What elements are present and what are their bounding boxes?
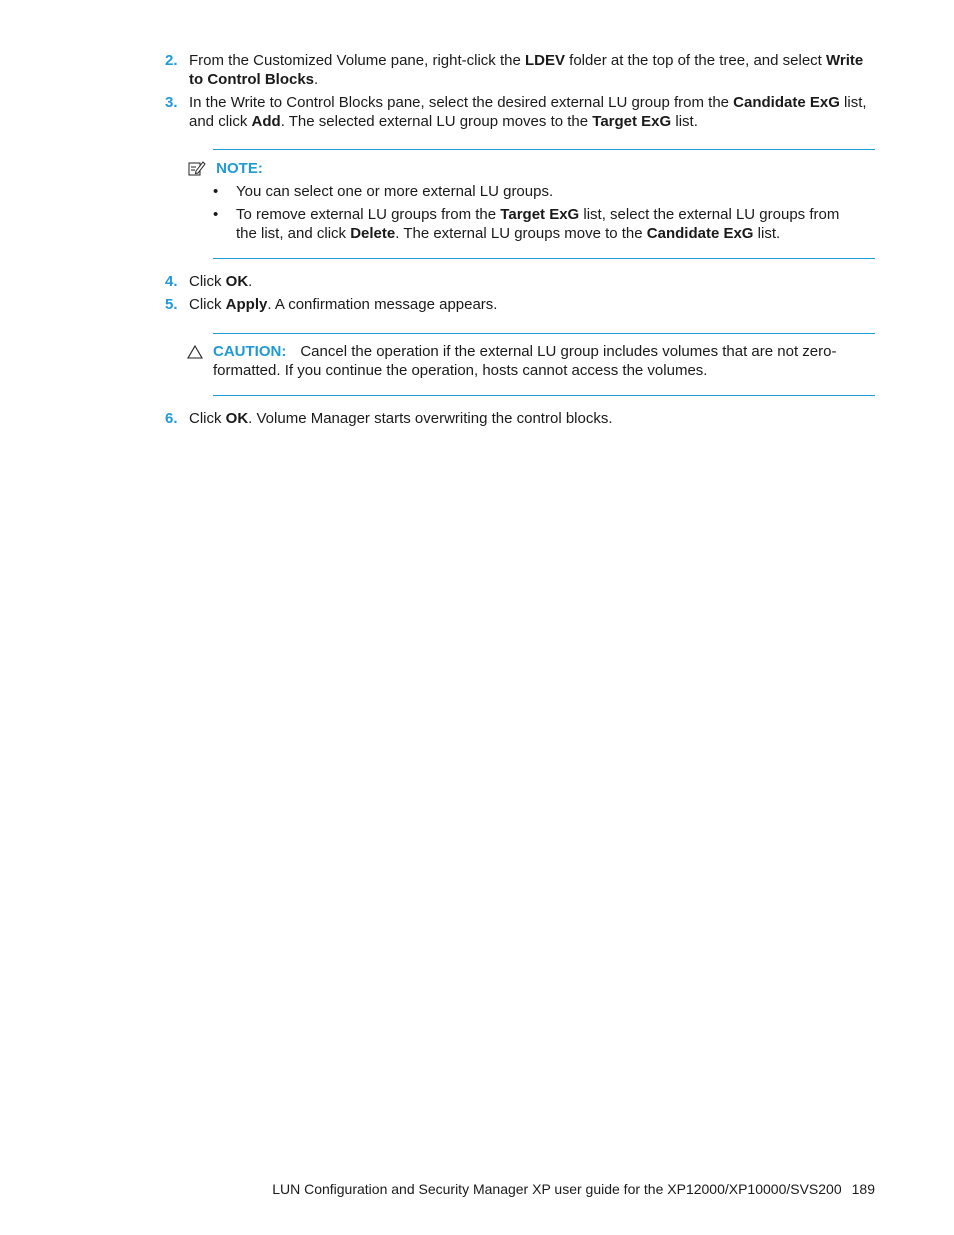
step-number: 4. <box>165 273 178 290</box>
step-3 <box>165 93 875 131</box>
ui-term: Candidate ExG <box>733 94 840 111</box>
note-bottom-rule <box>213 258 875 259</box>
ui-term: OK <box>225 410 249 427</box>
note-bullet <box>213 182 863 201</box>
page-number: 189 <box>851 1181 875 1197</box>
ui-term: OK <box>225 273 249 290</box>
caution-block <box>187 342 847 380</box>
bullet-dot: • <box>213 183 219 200</box>
note-heading <box>188 159 263 181</box>
step-text: Click OK. Volume Manager starts overwriting the control blocks. <box>189 410 613 427</box>
ui-term: Candidate ExG <box>646 225 754 242</box>
ui-term: LDEV <box>524 52 565 69</box>
ui-term: Write to Control Blocks <box>189 52 864 88</box>
step-text: Click Apply. A confirmation message appears. <box>189 296 498 313</box>
bullet-dot: • <box>213 206 219 223</box>
caution-bottom-rule <box>213 395 875 396</box>
step-6 <box>165 409 875 428</box>
caution-text: CAUTION: Cancel the operation if the external LU group includes volumes that are not zero-formatted. If you continue the operation, hosts cannot access the volumes. <box>213 343 837 379</box>
caution-label: CAUTION: <box>213 343 287 360</box>
step-2 <box>165 51 875 89</box>
step-text: From the Customized Volume pane, right-click the LDEV folder at the top of the tree, and select Write to Control Blocks. <box>189 52 864 88</box>
ui-term: Delete <box>350 225 396 242</box>
note-label: NOTE: <box>216 160 263 177</box>
footer-title: LUN Configuration and Security Manager XP user guide for the XP12000/XP10000/SVS200 <box>272 1181 842 1197</box>
page-footer <box>272 1180 875 1199</box>
step-5 <box>165 295 875 314</box>
bullet-text: You can select one or more external LU groups. <box>236 183 554 200</box>
step-text: Click OK. <box>189 273 253 290</box>
step-number: 3. <box>165 94 178 111</box>
caution-triangle-icon <box>187 345 203 364</box>
ui-term: Target ExG <box>592 113 672 130</box>
ui-term: Target ExG <box>500 206 580 223</box>
ui-term: Add <box>251 113 281 130</box>
step-number: 5. <box>165 296 178 313</box>
note-pencil-icon <box>188 160 206 181</box>
ui-term: Apply <box>225 296 268 313</box>
step-number: 2. <box>165 52 178 69</box>
caution-top-rule <box>213 333 875 334</box>
note-top-rule <box>213 149 875 150</box>
bullet-text: To remove external LU groups from the Target ExG list, select the external LU groups from the list, and click Delete. The external LU groups move to the Candidate ExG list. <box>236 206 840 242</box>
step-number: 6. <box>165 410 178 427</box>
note-bullet <box>213 205 863 243</box>
step-text: In the Write to Control Blocks pane, select the desired external LU group from the Candidate ExG list, and click Add. The selected external LU group moves to the Target ExG list. <box>189 94 867 130</box>
step-4 <box>165 272 875 291</box>
